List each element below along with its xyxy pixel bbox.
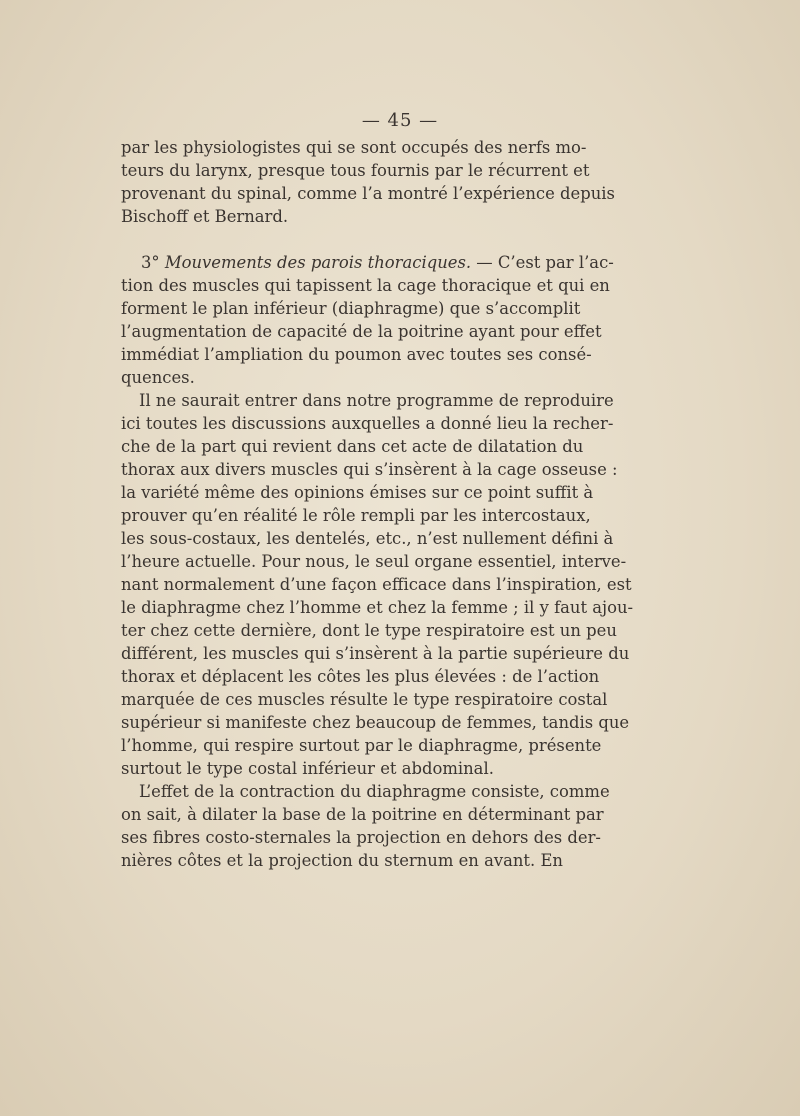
text-line: l’augmentation de capacité de la poitrine ayant pour effet	[121, 322, 602, 341]
section-heading: Mouvements des parois thoraciques.	[164, 253, 472, 272]
text-line: différent, les muscles qui s’insèrent à la partie supérieure du	[121, 644, 630, 663]
text-line: surtout le type costal inférieur et abdominal.	[121, 759, 494, 778]
text-line: ici toutes les discussions auxquelles a donné lieu la recher-	[121, 414, 614, 433]
text-line: l’heure actuelle. Pour nous, le seul organe essentiel, interve-	[121, 552, 627, 571]
body-text	[121, 136, 634, 872]
text-line: prouver qu’en réalité le rôle rempli par les intercostaux,	[121, 506, 591, 525]
text-line: thorax aux divers muscles qui s’insèrent à la cage osseuse :	[121, 460, 618, 479]
text-line: teurs du larynx, presque tous fournis par le récurrent et	[121, 161, 590, 180]
paragraph-3	[121, 389, 634, 780]
text-line: L’effet de la contraction du diaphragme consiste, comme	[139, 782, 610, 801]
text-line: la variété même des opinions émises sur ce point suffit à	[121, 483, 594, 502]
section-heading-rest: — C’est par l’ac-	[471, 253, 614, 272]
text-line: ter chez cette dernière, dont le type respiratoire est un peu	[121, 621, 617, 640]
text-line: l’homme, qui respire surtout par le diaphragme, présente	[121, 736, 602, 755]
text-line: nières côtes et la projection du sternum en avant. En	[121, 851, 563, 870]
text-line: Il ne saurait entrer dans notre programme de reproduire	[139, 391, 614, 410]
text-line: par les physiologistes qui se sont occupés des nerfs mo-	[121, 138, 587, 157]
paragraph-4	[121, 780, 610, 872]
paragraph-gap	[121, 228, 561, 251]
paragraph-1	[121, 136, 615, 228]
section-heading-line	[121, 251, 614, 274]
text-line: quences.	[121, 368, 195, 387]
text-line: le diaphragme chez l’homme et chez la femme ; il y faut ajou-	[121, 598, 634, 617]
text-line: supérieur si manifeste chez beaucoup de femmes, tandis que	[121, 713, 630, 732]
text-line: marquée de ces muscles résulte le type respiratoire costal	[121, 690, 608, 709]
text-line: forment le plan inférieur (diaphragme) que s’accomplit	[121, 299, 581, 318]
text-line: tion des muscles qui tapissent la cage thoracique et qui en	[121, 276, 610, 295]
text-line: Bischoff et Bernard.	[121, 207, 289, 226]
text-line: che de la part qui revient dans cet acte de dilatation du	[121, 437, 584, 456]
text-line: immédiat l’ampliation du poumon avec toutes ses consé-	[121, 345, 592, 364]
paragraph-2	[121, 251, 614, 389]
section-number: 3°	[141, 253, 160, 272]
text-line: nant normalement d’une façon efficace dans l’inspiration, est	[121, 575, 632, 594]
page-number: — 45 —	[361, 110, 439, 131]
text-line: on sait, à dilater la base de la poitrine en déterminant par	[121, 805, 604, 824]
text-line: ses fibres costo-sternales la projection en dehors des der-	[121, 828, 601, 847]
text-line: provenant du spinal, comme l’a montré l’expérience depuis	[121, 184, 615, 203]
text-line: thorax et déplacent les côtes les plus élevées : de l’action	[121, 667, 600, 686]
text-line: les sous-costaux, les dentelés, etc., n’est nullement défini à	[121, 529, 614, 548]
